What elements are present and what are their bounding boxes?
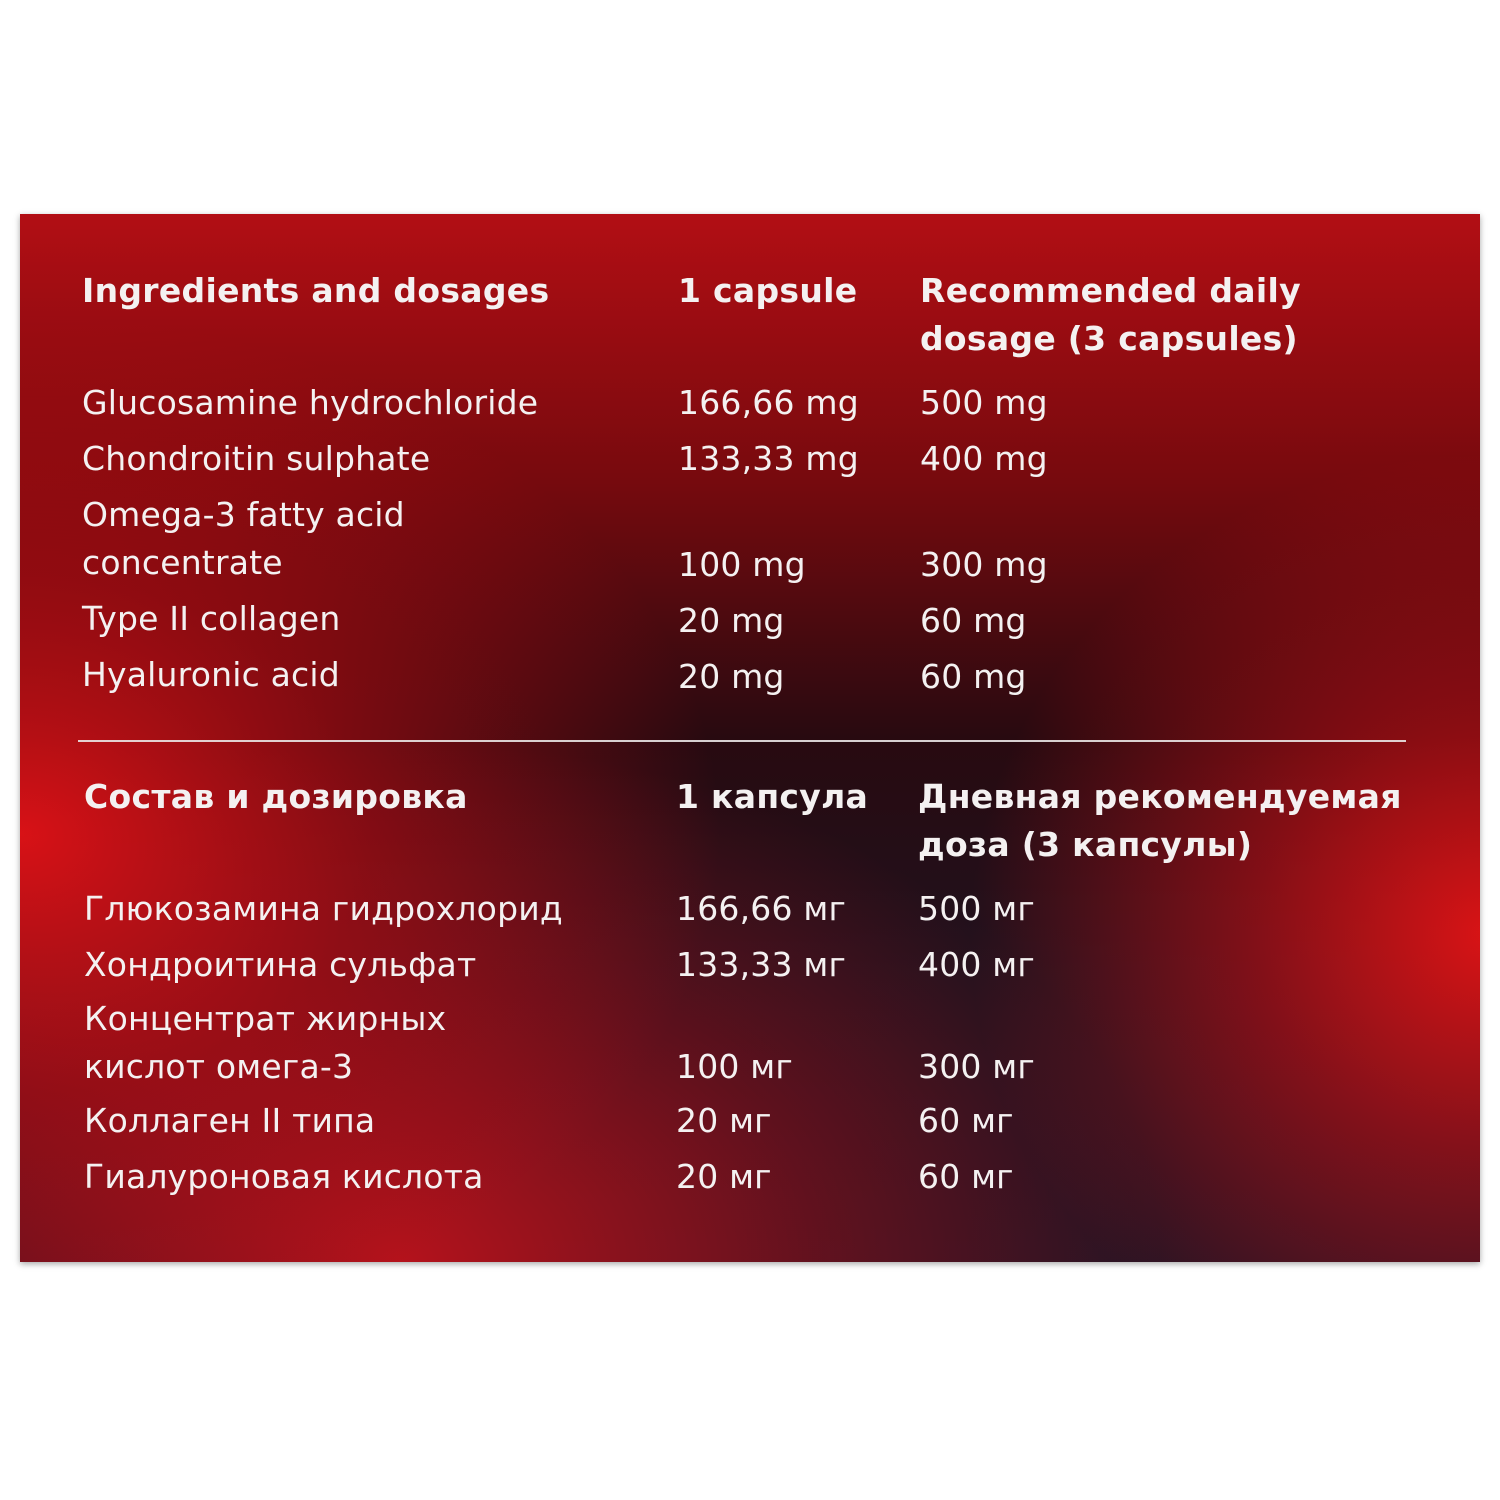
- russian-header-daily-line1: Дневная рекомендуемая: [918, 777, 1402, 816]
- english-row-capsule: 20 mg: [678, 657, 785, 696]
- russian-row-name: Глюкозамина гидрохлорид: [84, 889, 563, 928]
- english-row-name: Hyaluronic acid: [82, 655, 340, 694]
- russian-row-capsule: 166,66 мг: [676, 889, 846, 928]
- russian-row-name: Гиалуроновая кислота: [84, 1157, 484, 1196]
- english-header-daily-line1: Recommended daily: [920, 271, 1301, 310]
- russian-row-name-line2: кислот омега-3: [84, 1047, 354, 1086]
- english-row-daily: 400 mg: [920, 439, 1048, 478]
- english-row-daily: 500 mg: [920, 383, 1048, 422]
- english-row-daily: 60 mg: [920, 601, 1027, 640]
- section-divider: [78, 740, 1406, 742]
- english-header-daily-line2: dosage (3 capsules): [920, 319, 1298, 358]
- russian-row-daily: 60 мг: [918, 1157, 1014, 1196]
- russian-row-name: Коллаген II типа: [84, 1101, 376, 1140]
- english-header-capsule: 1 capsule: [678, 271, 858, 310]
- english-row-capsule: 20 mg: [678, 601, 785, 640]
- russian-row-daily: 300 мг: [918, 1047, 1035, 1086]
- english-row-daily: 60 mg: [920, 657, 1027, 696]
- english-row-capsule: 133,33 mg: [678, 439, 859, 478]
- english-row-capsule: 166,66 mg: [678, 383, 859, 422]
- english-row-name-line1: Omega-3 fatty acid: [82, 495, 405, 534]
- russian-row-name-line1: Концентрат жирных: [84, 999, 447, 1038]
- russian-row-capsule: 20 мг: [676, 1101, 772, 1140]
- russian-header-capsule: 1 капсула: [676, 777, 869, 816]
- english-row-name: Chondroitin sulphate: [82, 439, 431, 478]
- russian-row-daily: 60 мг: [918, 1101, 1014, 1140]
- russian-row-capsule: 20 мг: [676, 1157, 772, 1196]
- russian-row-capsule: 133,33 мг: [676, 945, 846, 984]
- russian-row-name: Хондроитина сульфат: [84, 945, 477, 984]
- russian-row-daily: 500 мг: [918, 889, 1035, 928]
- english-row-daily: 300 mg: [920, 545, 1048, 584]
- english-row-name: Type II collagen: [82, 599, 341, 638]
- russian-row-daily: 400 мг: [918, 945, 1035, 984]
- russian-row-capsule: 100 мг: [676, 1047, 793, 1086]
- russian-header-daily-line2: доза (3 капсулы): [918, 825, 1253, 864]
- english-header-ingredients: Ingredients and dosages: [82, 271, 550, 310]
- russian-header-ingredients: Состав и дозировка: [84, 777, 468, 816]
- english-row-name: Glucosamine hydrochloride: [82, 383, 539, 422]
- product-box-panel: [20, 214, 1480, 1262]
- english-row-capsule: 100 mg: [678, 545, 806, 584]
- english-row-name-line2: concentrate: [82, 543, 283, 582]
